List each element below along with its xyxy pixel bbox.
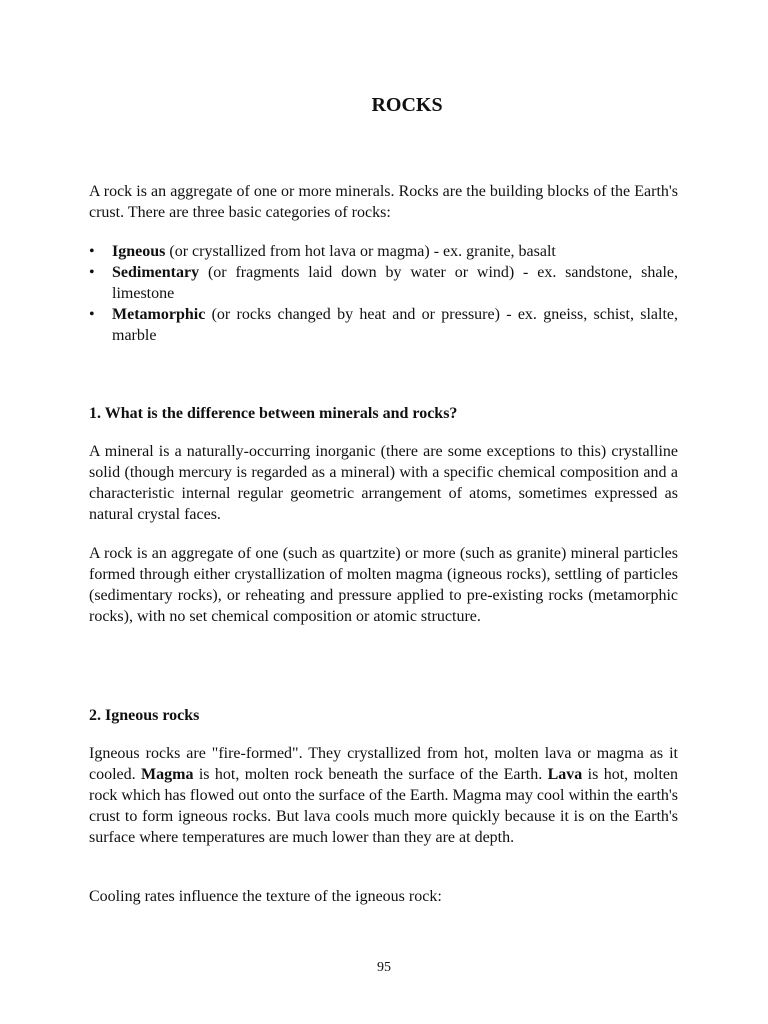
body-paragraph: Cooling rates influence the texture of the igneous rock: <box>89 888 442 905</box>
intro-paragraph: A rock is an aggregate of one or more minerals. Rocks are the building blocks of the Earth's crust. There are three basic categories of rocks: <box>89 183 678 221</box>
category-name: Sedimentary <box>112 264 200 281</box>
category-name: Igneous <box>112 243 166 260</box>
category-description: (or crystallized from hot lava or magma) - ex. granite, basalt <box>165 243 556 260</box>
page-number: 95 <box>377 960 391 975</box>
body-paragraph <box>89 743 678 848</box>
text-run: Igneous rocks are "fire-formed". They crystallized from hot, molten lava or magma as it cooled. <box>89 745 678 783</box>
category-description: (or fragments laid down by water or wind) - ex. sandstone, shale, limestone <box>112 264 678 302</box>
text-run: is hot, molten rock which has flowed out onto the surface of the Earth. Magma may cool within the earth's crust to form igneous rocks. But lava cools much more quickly because it is on the Earth's surface where temperatures are much lower than they are at depth. <box>89 766 678 846</box>
section-heading: 2. Igneous rocks <box>89 707 200 724</box>
body-paragraph: A mineral is a naturally-occurring inorganic (there are some exceptions to this) crystalline solid (though mercury is regarded as a mineral) with a specific chemical composition and a characteristic internal regular geometric arrangement of atoms, sometimes expressed as natural crystal faces. <box>89 443 678 523</box>
body-paragraph: A rock is an aggregate of one (such as quartzite) or more (such as granite) mineral particles formed through either crystallization of molten magma (igneous rocks), settling of particles (sedimentary rocks), or reheating and pressure applied to pre-existing rocks (metamorphic rocks), with no set chemical composition or atomic structure. <box>89 545 678 625</box>
rock-categories-list <box>89 241 678 346</box>
term-magma: Magma <box>141 766 194 783</box>
category-description: (or rocks changed by heat and or pressure) - ex. gneiss, schist, slalte, marble <box>112 306 678 344</box>
section-heading: 1. What is the difference between minerals and rocks? <box>89 405 458 422</box>
list-item <box>89 304 678 346</box>
list-item <box>89 262 678 304</box>
term-lava: Lava <box>547 766 583 783</box>
text-run: is hot, molten rock beneath the surface of the Earth. <box>193 766 548 783</box>
page-title: ROCKS <box>371 94 443 116</box>
category-name: Metamorphic <box>112 306 206 323</box>
list-item <box>89 241 678 262</box>
